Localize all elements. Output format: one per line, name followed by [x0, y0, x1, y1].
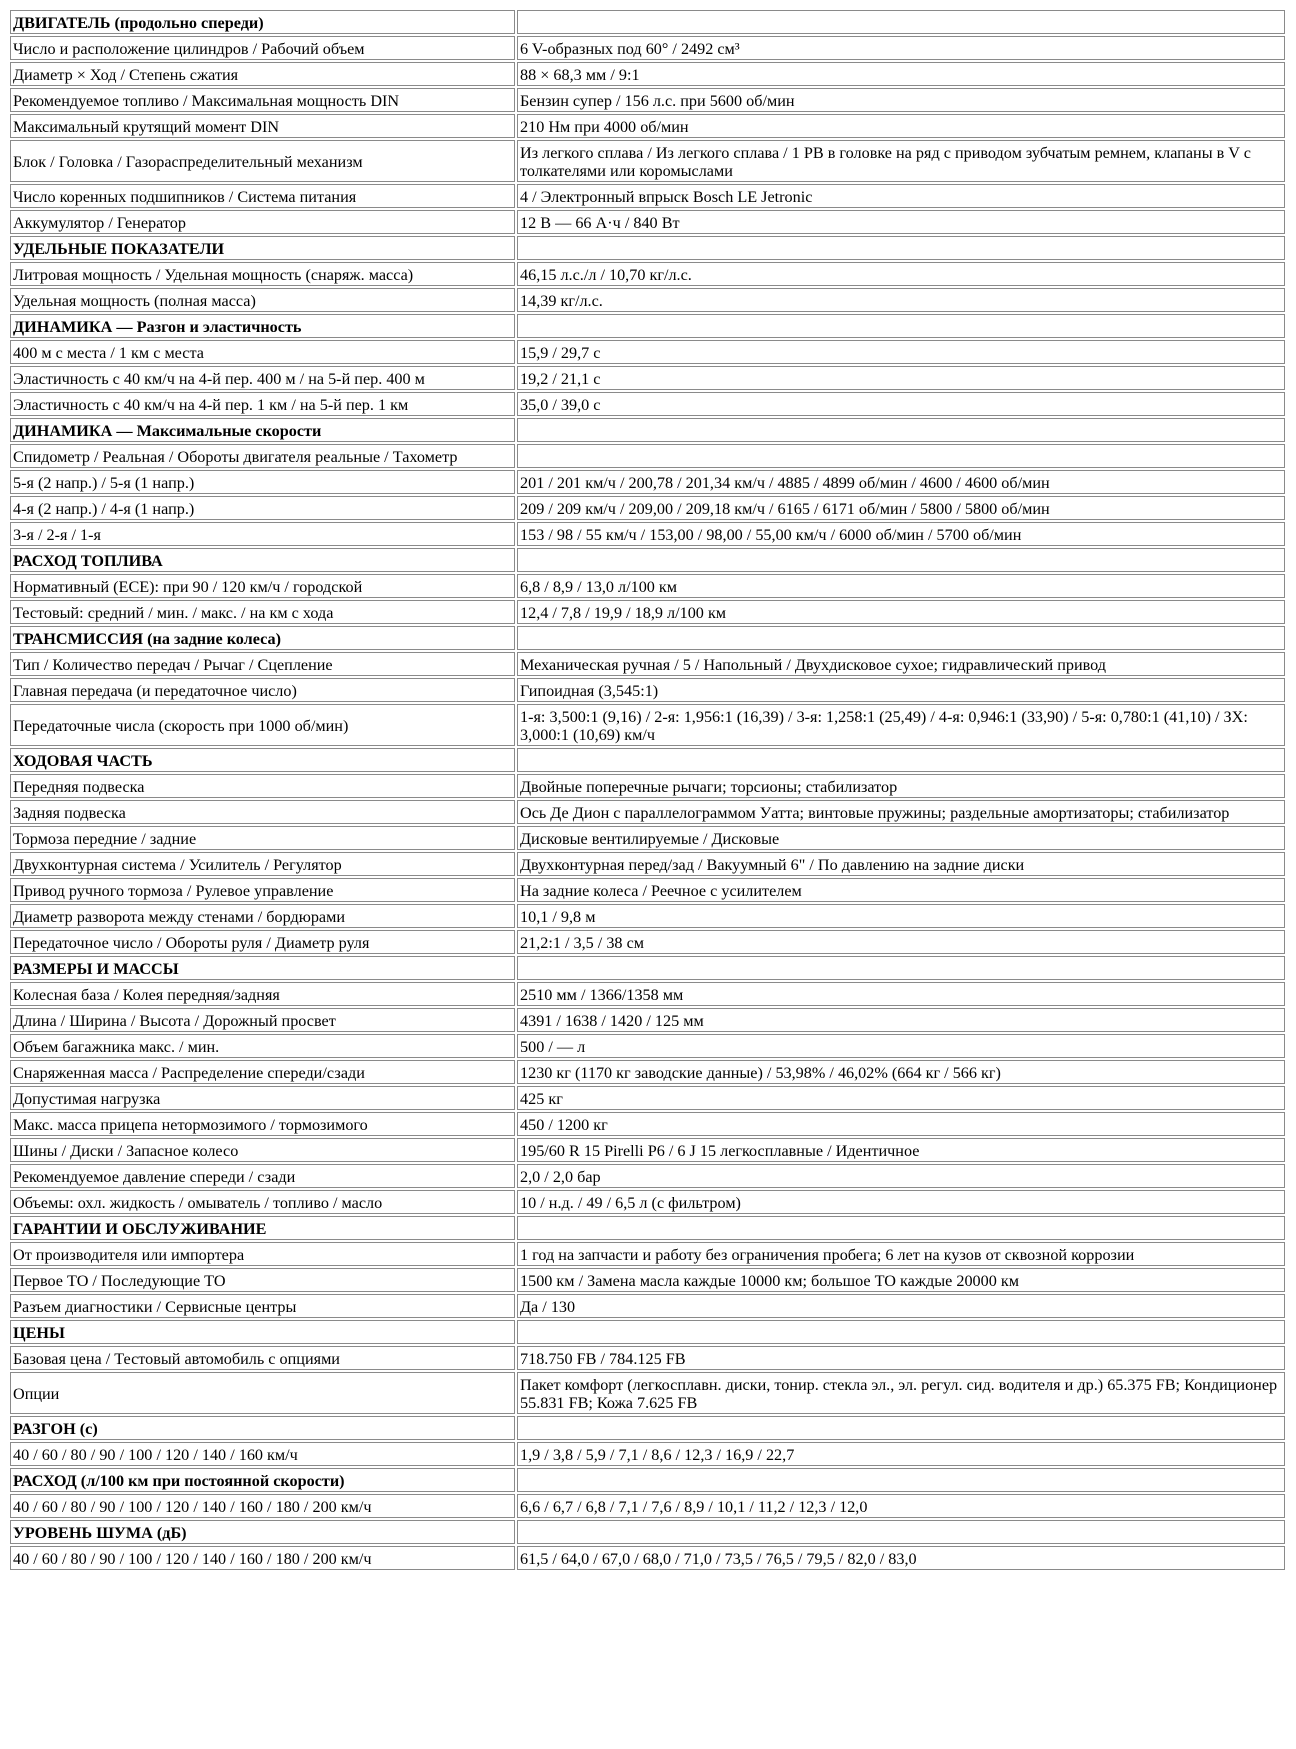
spec-label: Допустимая нагрузка — [10, 1086, 515, 1110]
spec-label: Передаточные числа (скорость при 1000 об/мин) — [10, 704, 515, 746]
spec-row — [10, 1346, 1285, 1370]
section-title: ДВИГАТЕЛЬ (продольно спереди) — [10, 10, 515, 34]
section-empty-cell — [517, 956, 1285, 980]
spec-label: Объемы: охл. жидкость / омыватель / топливо / масло — [10, 1190, 515, 1214]
spec-row — [10, 1138, 1285, 1162]
section-header-row — [10, 418, 1285, 442]
spec-row — [10, 904, 1285, 928]
spec-label: Диаметр разворота между стенами / бордюрами — [10, 904, 515, 928]
spec-label: 400 м с места / 1 км с места — [10, 340, 515, 364]
section-header-row — [10, 548, 1285, 572]
section-header-row — [10, 236, 1285, 260]
spec-label: Первое ТО / Последующие ТО — [10, 1268, 515, 1292]
spec-label: Задняя подвеска — [10, 800, 515, 824]
spec-label: Тормоза передние / задние — [10, 826, 515, 850]
spec-table-body — [10, 10, 1285, 1570]
spec-row — [10, 852, 1285, 876]
spec-value: 46,15 л.с./л / 10,70 кг/л.с. — [517, 262, 1285, 286]
section-empty-cell — [517, 418, 1285, 442]
spec-label: Опции — [10, 1372, 515, 1414]
spec-row — [10, 184, 1285, 208]
section-title: РАЗМЕРЫ И МАССЫ — [10, 956, 515, 980]
spec-label: Блок / Головка / Газораспределительный механизм — [10, 140, 515, 182]
spec-row — [10, 36, 1285, 60]
section-title: УРОВЕНЬ ШУМА (дБ) — [10, 1520, 515, 1544]
spec-value: 4391 / 1638 / 1420 / 125 мм — [517, 1008, 1285, 1032]
spec-value: 1 год на запчасти и работу без ограничения пробега; 6 лет на кузов от сквозной коррозии — [517, 1242, 1285, 1266]
spec-row — [10, 1242, 1285, 1266]
spec-value: 21,2:1 / 3,5 / 38 см — [517, 930, 1285, 954]
spec-value: 1,9 / 3,8 / 5,9 / 7,1 / 8,6 / 12,3 / 16,9 / 22,7 — [517, 1442, 1285, 1466]
section-empty-cell — [517, 1216, 1285, 1240]
spec-label: 40 / 60 / 80 / 90 / 100 / 120 / 140 / 160 км/ч — [10, 1442, 515, 1466]
spec-row — [10, 140, 1285, 182]
spec-label: Главная передача (и передаточное число) — [10, 678, 515, 702]
section-title: ТРАНСМИССИЯ (на задние колеса) — [10, 626, 515, 650]
spec-value: 718.750 FB / 784.125 FB — [517, 1346, 1285, 1370]
spec-value: Механическая ручная / 5 / Напольный / Двухдисковое сухое; гидравлический привод — [517, 652, 1285, 676]
section-header-row — [10, 10, 1285, 34]
spec-value: Пакет комфорт (легкосплавн. диски, тонир. стекла эл., эл. регул. сид. водителя и др.) 65.375 FB; Кондиционер 55.831 FB; Кожа 7.625 FB — [517, 1372, 1285, 1414]
spec-value: 15,9 / 29,7 с — [517, 340, 1285, 364]
spec-value: 10,1 / 9,8 м — [517, 904, 1285, 928]
spec-label: Передаточное число / Обороты руля / Диаметр руля — [10, 930, 515, 954]
spec-value: 6,8 / 8,9 / 13,0 л/100 км — [517, 574, 1285, 598]
spec-row — [10, 826, 1285, 850]
section-header-row — [10, 1468, 1285, 1492]
section-empty-cell — [517, 10, 1285, 34]
spec-value: 1-я: 3,500:1 (9,16) / 2-я: 1,956:1 (16,39) / 3-я: 1,258:1 (25,49) / 4-я: 0,946:1 (33,90) / 5-я: 0,780:1 (41,10) / ЗХ: 3,000:1 (10,69) км/ч — [517, 704, 1285, 746]
spec-value: 209 / 209 км/ч / 209,00 / 209,18 км/ч / 6165 / 6171 об/мин / 5800 / 5800 об/мин — [517, 496, 1285, 520]
section-header-row — [10, 314, 1285, 338]
spec-label: Привод ручного тормоза / Рулевое управление — [10, 878, 515, 902]
section-header-row — [10, 1416, 1285, 1440]
section-title: ДИНАМИКА — Разгон и эластичность — [10, 314, 515, 338]
section-title: УДЕЛЬНЫЕ ПОКАЗАТЕЛИ — [10, 236, 515, 260]
spec-row — [10, 114, 1285, 138]
spec-value: 6 V-образных под 60° / 2492 см³ — [517, 36, 1285, 60]
spec-value — [517, 444, 1285, 468]
spec-row — [10, 878, 1285, 902]
section-empty-cell — [517, 314, 1285, 338]
spec-label: 4-я (2 напр.) / 4-я (1 напр.) — [10, 496, 515, 520]
section-empty-cell — [517, 626, 1285, 650]
section-title: ДИНАМИКА — Максимальные скорости — [10, 418, 515, 442]
spec-row — [10, 340, 1285, 364]
section-title: ЦЕНЫ — [10, 1320, 515, 1344]
spec-row — [10, 1060, 1285, 1084]
spec-label: Эластичность с 40 км/ч на 4-й пер. 400 м / на 5-й пер. 400 м — [10, 366, 515, 390]
spec-value: Ось Де Дион с параллелограммом Уатта; винтовые пружины; раздельные амортизаторы; стабилизатор — [517, 800, 1285, 824]
spec-row — [10, 88, 1285, 112]
spec-value: 10 / н.д. / 49 / 6,5 л (с фильтром) — [517, 1190, 1285, 1214]
section-header-row — [10, 748, 1285, 772]
spec-label: От производителя или импортера — [10, 1242, 515, 1266]
spec-label: Колесная база / Колея передняя/задняя — [10, 982, 515, 1006]
spec-row — [10, 1034, 1285, 1058]
spec-value: Дисковые вентилируемые / Дисковые — [517, 826, 1285, 850]
spec-value: 2,0 / 2,0 бар — [517, 1164, 1285, 1188]
spec-row — [10, 1294, 1285, 1318]
section-header-row — [10, 1216, 1285, 1240]
spec-label: Макс. масса прицепа нетормозимого / тормозимого — [10, 1112, 515, 1136]
spec-value: 500 / — л — [517, 1034, 1285, 1058]
section-empty-cell — [517, 748, 1285, 772]
spec-value: 425 кг — [517, 1086, 1285, 1110]
spec-row — [10, 366, 1285, 390]
spec-row — [10, 704, 1285, 746]
section-title: ХОДОВАЯ ЧАСТЬ — [10, 748, 515, 772]
section-header-row — [10, 626, 1285, 650]
spec-row — [10, 982, 1285, 1006]
spec-row — [10, 288, 1285, 312]
spec-value: Двухконтурная перед/зад / Вакуумный 6" / По давлению на задние диски — [517, 852, 1285, 876]
spec-row — [10, 1112, 1285, 1136]
spec-label: Литровая мощность / Удельная мощность (снаряж. масса) — [10, 262, 515, 286]
section-title: РАСХОД (л/100 км при постоянной скорости) — [10, 1468, 515, 1492]
section-title: ГАРАНТИИ И ОБСЛУЖИВАНИЕ — [10, 1216, 515, 1240]
spec-label: Разъем диагностики / Сервисные центры — [10, 1294, 515, 1318]
spec-row — [10, 1372, 1285, 1414]
spec-label: Максимальный крутящий момент DIN — [10, 114, 515, 138]
section-title: РАЗГОН (с) — [10, 1416, 515, 1440]
spec-value: 153 / 98 / 55 км/ч / 153,00 / 98,00 / 55,00 км/ч / 6000 об/мин / 5700 об/мин — [517, 522, 1285, 546]
section-empty-cell — [517, 548, 1285, 572]
spec-row — [10, 522, 1285, 546]
spec-row — [10, 496, 1285, 520]
spec-value: 88 × 68,3 мм / 9:1 — [517, 62, 1285, 86]
spec-row — [10, 1008, 1285, 1032]
spec-label: Диаметр × Ход / Степень сжатия — [10, 62, 515, 86]
spec-value: 35,0 / 39,0 с — [517, 392, 1285, 416]
section-header-row — [10, 956, 1285, 980]
spec-value: 61,5 / 64,0 / 67,0 / 68,0 / 71,0 / 73,5 / 76,5 / 79,5 / 82,0 / 83,0 — [517, 1546, 1285, 1570]
spec-label: 3-я / 2-я / 1-я — [10, 522, 515, 546]
spec-value: 450 / 1200 кг — [517, 1112, 1285, 1136]
spec-row — [10, 1546, 1285, 1570]
spec-value: 12,4 / 7,8 / 19,9 / 18,9 л/100 км — [517, 600, 1285, 624]
spec-value: Бензин супер / 156 л.с. при 5600 об/мин — [517, 88, 1285, 112]
spec-table — [8, 8, 1287, 1572]
spec-row — [10, 210, 1285, 234]
spec-value: 195/60 R 15 Pirelli P6 / 6 J 15 легкосплавные / Идентичное — [517, 1138, 1285, 1162]
spec-value: 1500 км / Замена масла каждые 10000 км; большое ТО каждые 20000 км — [517, 1268, 1285, 1292]
section-empty-cell — [517, 236, 1285, 260]
spec-label: Эластичность с 40 км/ч на 4-й пер. 1 км / на 5-й пер. 1 км — [10, 392, 515, 416]
spec-label: Шины / Диски / Запасное колесо — [10, 1138, 515, 1162]
spec-label: Удельная мощность (полная масса) — [10, 288, 515, 312]
spec-row — [10, 678, 1285, 702]
spec-value: На задние колеса / Реечное с усилителем — [517, 878, 1285, 902]
spec-row — [10, 62, 1285, 86]
spec-label: 40 / 60 / 80 / 90 / 100 / 120 / 140 / 160 / 180 / 200 км/ч — [10, 1494, 515, 1518]
spec-label: Снаряженная масса / Распределение спереди/сзади — [10, 1060, 515, 1084]
section-empty-cell — [517, 1468, 1285, 1492]
spec-row — [10, 392, 1285, 416]
spec-label: Длина / Ширина / Высота / Дорожный просвет — [10, 1008, 515, 1032]
spec-label: Объем багажника макс. / мин. — [10, 1034, 515, 1058]
spec-value: 1230 кг (1170 кг заводские данные) / 53,98% / 46,02% (664 кг / 566 кг) — [517, 1060, 1285, 1084]
spec-row — [10, 1442, 1285, 1466]
spec-label: Число коренных подшипников / Система питания — [10, 184, 515, 208]
spec-label: Двухконтурная система / Усилитель / Регулятор — [10, 852, 515, 876]
spec-value: Гипоидная (3,545:1) — [517, 678, 1285, 702]
spec-value: 6,6 / 6,7 / 6,8 / 7,1 / 7,6 / 8,9 / 10,1 / 11,2 / 12,3 / 12,0 — [517, 1494, 1285, 1518]
section-header-row — [10, 1520, 1285, 1544]
spec-label: Рекомендуемое топливо / Максимальная мощность DIN — [10, 88, 515, 112]
spec-value: 12 В — 66 А·ч / 840 Вт — [517, 210, 1285, 234]
spec-row — [10, 800, 1285, 824]
spec-value: 210 Нм при 4000 об/мин — [517, 114, 1285, 138]
spec-value: Да / 130 — [517, 1294, 1285, 1318]
spec-value: Двойные поперечные рычаги; торсионы; стабилизатор — [517, 774, 1285, 798]
spec-value: Из легкого сплава / Из легкого сплава / 1 РВ в головке на ряд с приводом зубчатым ремнем, клапаны в V с толкателями или коромыслами — [517, 140, 1285, 182]
spec-label: Спидометр / Реальная / Обороты двигателя реальные / Тахометр — [10, 444, 515, 468]
spec-row — [10, 600, 1285, 624]
spec-row — [10, 1268, 1285, 1292]
spec-value: 2510 мм / 1366/1358 мм — [517, 982, 1285, 1006]
spec-row — [10, 1086, 1285, 1110]
section-empty-cell — [517, 1320, 1285, 1344]
spec-label: Передняя подвеска — [10, 774, 515, 798]
spec-row — [10, 574, 1285, 598]
spec-label: Тестовый: средний / мин. / макс. / на км с хода — [10, 600, 515, 624]
spec-label: Базовая цена / Тестовый автомобиль с опциями — [10, 1346, 515, 1370]
section-empty-cell — [517, 1416, 1285, 1440]
spec-row — [10, 1494, 1285, 1518]
spec-row — [10, 930, 1285, 954]
spec-row — [10, 1190, 1285, 1214]
spec-row — [10, 444, 1285, 468]
spec-label: Тип / Количество передач / Рычаг / Сцепление — [10, 652, 515, 676]
spec-value: 4 / Электронный впрыск Bosch LE Jetronic — [517, 184, 1285, 208]
spec-label: Число и расположение цилиндров / Рабочий объем — [10, 36, 515, 60]
spec-label: Нормативный (ECE): при 90 / 120 км/ч / городской — [10, 574, 515, 598]
section-title: РАСХОД ТОПЛИВА — [10, 548, 515, 572]
section-empty-cell — [517, 1520, 1285, 1544]
spec-row — [10, 470, 1285, 494]
spec-value: 19,2 / 21,1 с — [517, 366, 1285, 390]
spec-value: 14,39 кг/л.с. — [517, 288, 1285, 312]
spec-label: Аккумулятор / Генератор — [10, 210, 515, 234]
spec-row — [10, 1164, 1285, 1188]
spec-value: 201 / 201 км/ч / 200,78 / 201,34 км/ч / 4885 / 4899 об/мин / 4600 / 4600 об/мин — [517, 470, 1285, 494]
spec-label: Рекомендуемое давление спереди / сзади — [10, 1164, 515, 1188]
section-header-row — [10, 1320, 1285, 1344]
spec-row — [10, 774, 1285, 798]
spec-row — [10, 262, 1285, 286]
spec-row — [10, 652, 1285, 676]
spec-label: 5-я (2 напр.) / 5-я (1 напр.) — [10, 470, 515, 494]
spec-label: 40 / 60 / 80 / 90 / 100 / 120 / 140 / 160 / 180 / 200 км/ч — [10, 1546, 515, 1570]
